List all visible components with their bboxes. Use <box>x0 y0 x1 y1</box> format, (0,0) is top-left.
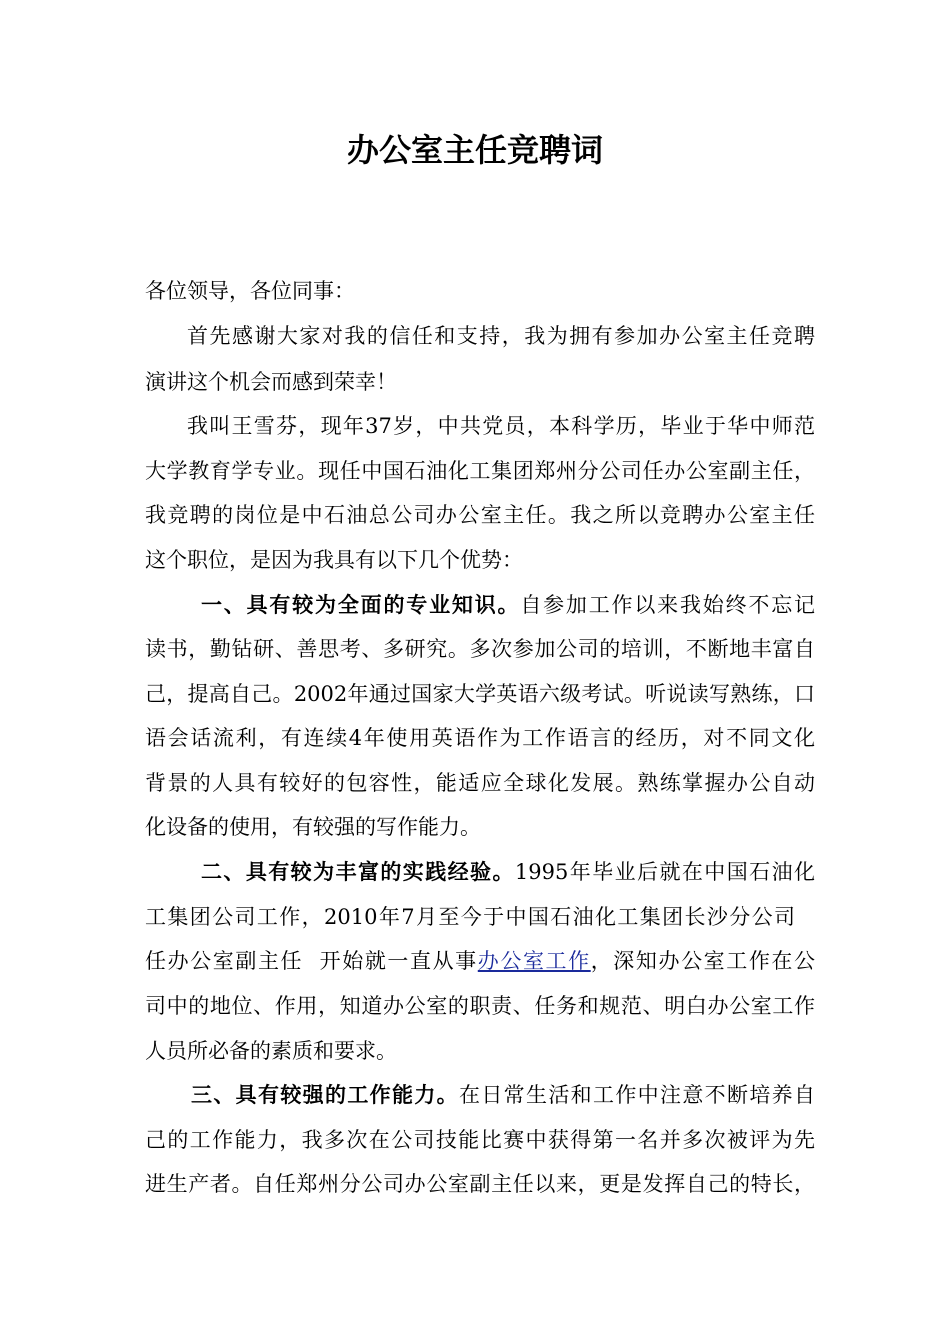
p2-line-4: 这个职位，是因为我具有以下几个优势： <box>145 548 523 572</box>
p4-line-3 <box>145 946 815 976</box>
p4-line-2: 工集团公司工作，2010年7月至今于中国石油化工集团长沙分公司 <box>145 905 795 929</box>
p5-heading: 三、具有较强的工作能力。 <box>191 1082 459 1107</box>
p3-line-4: 语会话流利，有连续4年使用英语作为工作语言的经历，对不同文化 <box>145 726 815 750</box>
p3-line-3: 己，提高自己。2002年通过国家大学英语六级考试。听说读写熟练，口 <box>145 682 815 706</box>
p3-line-2: 读书，勤钻研、善思考、多研究。多次参加公司的培训，不断地丰富自 <box>145 637 815 661</box>
p3-line-6: 化设备的使用，有较强的写作能力。 <box>145 815 481 839</box>
p3-line-5: 背景的人具有较好的包容性，能适应全球化发展。熟练掌握办公自动 <box>145 771 815 795</box>
p1-line-2: 演讲这个机会而感到荣幸！ <box>145 370 397 394</box>
p3-line-1 <box>145 590 815 620</box>
p3-heading: 一、具有较为全面的专业知识。 <box>201 592 521 617</box>
p4-line-1 <box>145 857 815 887</box>
document-title: 办公室主任竞聘词 <box>346 131 603 169</box>
p5-line-3: 进生产者。自任郑州分公司办公室副主任以来，更是发挥自己的特长， <box>145 1172 815 1196</box>
p2-line-3: 我竞聘的岗位是中石油总公司办公室主任。我之所以竞聘办公室主任 <box>145 503 815 527</box>
p4-line-4: 司中的地位、作用，知道办公室的职责、任务和规范、明白办公室工作 <box>145 994 815 1018</box>
salutation: 各位领导，各位同事： <box>145 279 355 303</box>
p3-first-rest: 自参加工作以来我始终不忘记 <box>520 593 816 617</box>
p5-line-2: 己的工作能力，我多次在公司技能比赛中获得第一名并多次被评为先 <box>145 1128 815 1152</box>
p4-line-3-after: ，深知办公室工作在公 <box>590 949 816 973</box>
p2-line-2: 大学教育学专业。现任中国石油化工集团郑州分公司任办公室副主任， <box>145 459 815 483</box>
p4-heading: 二、具有较为丰富的实践经验。 <box>201 859 515 884</box>
p5-line-1 <box>145 1080 815 1110</box>
p4-first-rest: 1995年毕业后就在中国石油化 <box>514 860 815 884</box>
p4-line-5: 人员所必备的素质和要求。 <box>145 1039 397 1063</box>
p1-line-1: 首先感谢大家对我的信任和支持，我为拥有参加办公室主任竞聘 <box>187 324 815 348</box>
p4-line-3-before: 任办公室副主任 开始就一直从事 <box>145 949 478 973</box>
p2-line-1: 我叫王雪芬，现年37岁，中共党员，本科学历，毕业于华中师范 <box>187 414 815 438</box>
p5-first-rest: 在日常生活和工作中注意不断培养自 <box>459 1083 815 1107</box>
office-work-link[interactable]: 办公室工作 <box>477 949 591 973</box>
